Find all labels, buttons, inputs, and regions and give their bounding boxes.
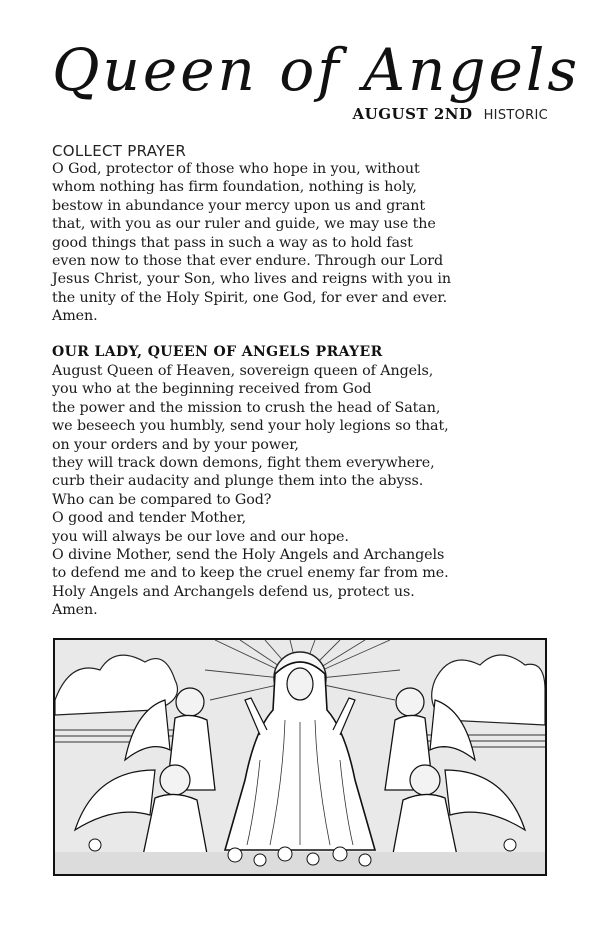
prayer-line: Amen.	[52, 308, 98, 325]
lady-prayer-text	[52, 362, 552, 620]
prayer-line: the power and the mission to crush the head of Satan,	[52, 399, 441, 416]
lady-prayer-heading: OUR LADY, QUEEN OF ANGELS PRAYER	[52, 344, 383, 360]
prayer-line: we beseech you humbly, send your holy legions so that,	[52, 418, 449, 435]
prayer-line: August Queen of Heaven, sovereign queen of Angels,	[52, 363, 434, 379]
prayer-line: curb their audacity and plunge them into the abyss.	[52, 473, 424, 490]
prayer-line: Jesus Christ, your Son, who lives and reigns with you in	[52, 271, 451, 288]
mary-face	[287, 668, 313, 700]
collect-prayer-heading: COLLECT PRAYER	[52, 142, 187, 160]
prayer-line: to defend me and to keep the cruel enemy far from me.	[52, 565, 449, 582]
prayer-line: bestow in abundance your mercy upon us and grant	[52, 197, 426, 214]
prayer-line: they will track down demons, fight them everywhere,	[52, 455, 435, 472]
prayer-line: O divine Mother, send the Holy Angels and Archangels	[52, 547, 445, 564]
prayer-line: you who at the beginning received from God	[52, 381, 372, 398]
prayer-line: on your orders and by your power,	[52, 436, 299, 453]
collect-prayer-section	[52, 142, 552, 326]
prayer-line: whom nothing has firm foundation, nothing is holy,	[52, 179, 417, 196]
prayer-line: good things that pass in such a way as to hold fast	[52, 234, 413, 251]
feast-rank: HISTORIC	[483, 108, 548, 123]
prayer-line: you will always be our love and our hope.	[52, 528, 349, 545]
prayer-line: the unity of the Holy Spirit, one God, for ever and ever.	[52, 289, 448, 306]
prayer-line: even now to those that ever endure. Through our Lord	[52, 253, 444, 270]
feast-subtitle	[353, 104, 548, 123]
engraving-illustration	[55, 640, 545, 874]
prayer-line: O God, protector of those who hope in you, without	[52, 161, 420, 177]
prayer-line: that, with you as our ruler and guide, we may use the	[52, 216, 436, 233]
prayer-line: O good and tender Mother,	[52, 510, 247, 527]
prayer-line: Who can be compared to God?	[52, 491, 272, 508]
collect-prayer-text	[52, 160, 552, 326]
feast-date: AUGUST 2ND	[352, 105, 473, 123]
lady-prayer-section	[52, 342, 552, 620]
prayer-line: Amen.	[52, 602, 98, 619]
page-title: Queen of Angels	[52, 36, 581, 104]
queen-of-angels-engraving	[53, 638, 547, 876]
prayer-line: Holy Angels and Archangels defend us, protect us.	[52, 583, 415, 600]
